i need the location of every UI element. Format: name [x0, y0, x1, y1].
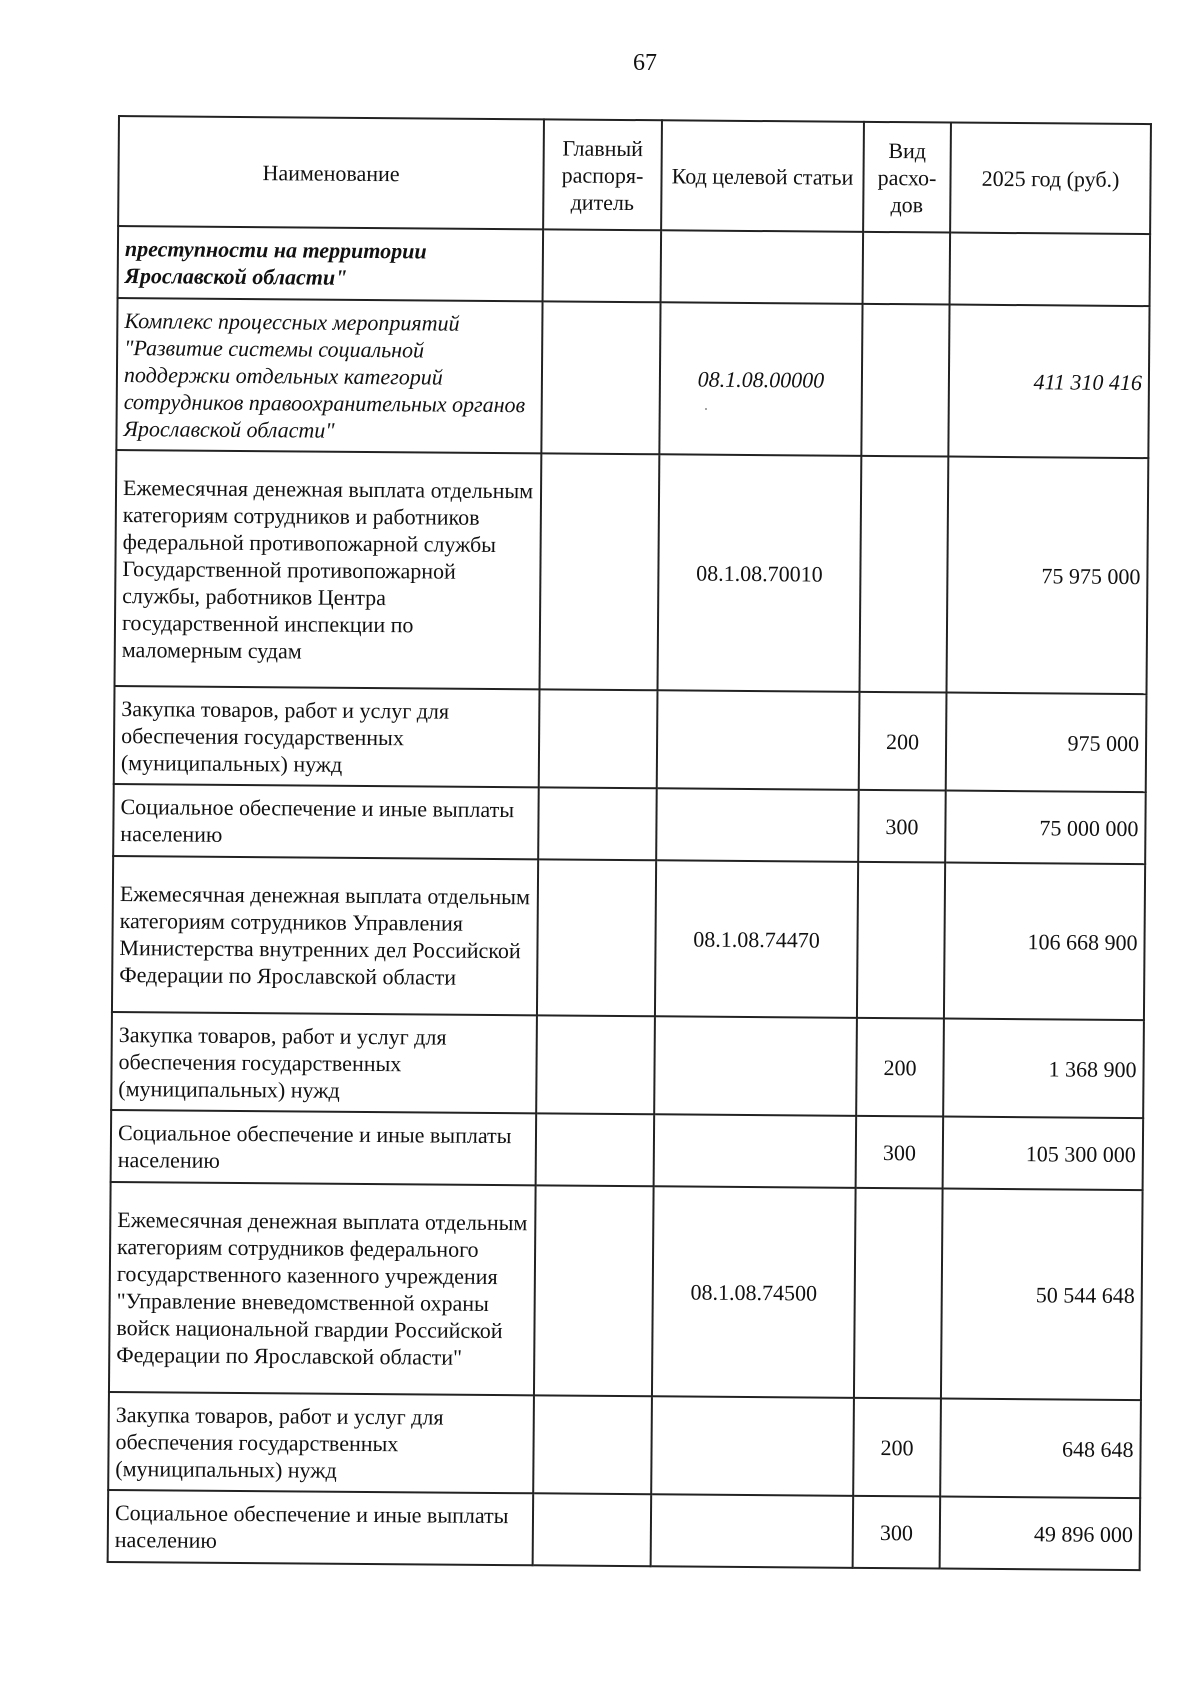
row-administrator: [536, 1113, 655, 1186]
row-amount: [950, 233, 1151, 307]
row-name: преступности на территории Ярославской области": [118, 226, 544, 301]
row-target-code: 08.1.08.00000: [659, 302, 862, 456]
row-amount: 411 310 416: [948, 305, 1149, 459]
row-amount: 75 000 000: [945, 791, 1146, 865]
table-header-row: [118, 116, 1151, 234]
row-amount: 1 368 900: [943, 1019, 1144, 1119]
row-amount: 105 300 000: [943, 1117, 1144, 1191]
row-name: Закупка товаров, работ и услуг для обеспечения государственных (муниципальных) нужд: [111, 1012, 537, 1113]
row-target-code: [661, 230, 864, 304]
row-target-code: [651, 1396, 854, 1496]
row-expense-type: [861, 304, 949, 457]
table-row: [113, 784, 1146, 864]
row-expense-type: 300: [858, 790, 946, 863]
row-expense-type: 300: [853, 1496, 941, 1569]
row-amount: 49 896 000: [940, 1496, 1141, 1570]
row-name: Закупка товаров, работ и услуг для обеспечения государственных (муниципальных) нужд: [108, 1392, 534, 1493]
row-administrator: [534, 1185, 654, 1396]
row-administrator: [537, 859, 656, 1016]
row-expense-type: 200: [859, 692, 947, 791]
row-administrator: [543, 229, 662, 302]
row-name: Социальное обеспечение и иные выплаты населению: [108, 1490, 534, 1565]
table-row: [118, 226, 1151, 306]
row-administrator: [533, 1493, 652, 1566]
row-target-code: 08.1.08.74500: [652, 1186, 856, 1398]
row-amount: 75 975 000: [946, 457, 1148, 695]
header-year: 2025 год (руб.): [950, 123, 1151, 235]
row-amount: 648 648: [940, 1399, 1141, 1499]
table-row: [115, 450, 1149, 694]
row-target-code: [657, 690, 860, 790]
row-amount: 50 544 648: [941, 1189, 1143, 1401]
page-number: 67: [633, 50, 657, 76]
table-row: [112, 856, 1145, 1020]
row-administrator: [536, 1015, 655, 1114]
row-amount: 975 000: [946, 693, 1147, 793]
row-expense-type: 200: [856, 1018, 944, 1117]
budget-table: [107, 115, 1152, 1571]
table-row: [114, 686, 1147, 792]
row-administrator: [539, 689, 658, 788]
row-target-code: 08.1.08.74470: [655, 860, 858, 1018]
row-administrator: [538, 787, 657, 860]
scan-speck: [705, 408, 707, 410]
row-name: Комплекс процессных мероприятий "Развитие системы социальной поддержки отдельных категорий сотрудников правоохранительных органов Ярославской области": [116, 298, 542, 453]
table-row: [111, 1110, 1144, 1190]
header-name: Наименование: [118, 116, 544, 229]
row-administrator: [540, 453, 660, 690]
row-administrator: [533, 1395, 652, 1494]
table-row: [108, 1490, 1141, 1570]
row-name: Ежемесячная денежная выплата отдельным категориям сотрудников федерального государственного казенного учреждения "Управление вневедомственной охраны войск национальной гвардии Российской Федерации по Ярославской области": [109, 1182, 536, 1395]
row-administrator: [541, 301, 660, 454]
row-expense-type: 300: [856, 1116, 944, 1189]
row-expense-type: [857, 862, 945, 1019]
row-expense-type: [854, 1188, 943, 1399]
row-expense-type: [863, 232, 951, 305]
header-administrator: Главный распоря-дитель: [543, 119, 662, 230]
table-row: [108, 1392, 1141, 1498]
row-name: Социальное обеспечение и иные выплаты населению: [111, 1110, 537, 1185]
table-row: [111, 1012, 1144, 1118]
row-name: Ежемесячная денежная выплата отдельным категориям сотрудников и работников федеральной противопожарной службы Государственной противопожарной службы, работников Центра государственной инспекции по маломерным судам: [115, 450, 542, 689]
row-name: Закупка товаров, работ и услуг для обеспечения государственных (муниципальных) нужд: [114, 686, 540, 787]
row-expense-type: 200: [853, 1398, 941, 1497]
row-amount: 106 668 900: [944, 863, 1145, 1021]
row-expense-type: [859, 456, 948, 693]
row-target-code: [654, 1016, 857, 1116]
row-target-code: 08.1.08.70010: [657, 454, 861, 692]
row-target-code: [654, 1114, 857, 1188]
header-target-code: Код целевой статьи: [661, 120, 864, 232]
row-name: Ежемесячная денежная выплата отдельным категориям сотрудников Управления Министерства внутренних дел Российской Федерации по Ярославской области: [112, 856, 538, 1015]
row-name: Социальное обеспечение и иные выплаты населению: [113, 784, 539, 859]
header-expense-type: Вид расхо-дов: [863, 122, 951, 233]
table-row: [116, 298, 1149, 458]
row-target-code: [651, 1494, 854, 1568]
table-row: [109, 1182, 1143, 1400]
row-target-code: [656, 788, 859, 862]
